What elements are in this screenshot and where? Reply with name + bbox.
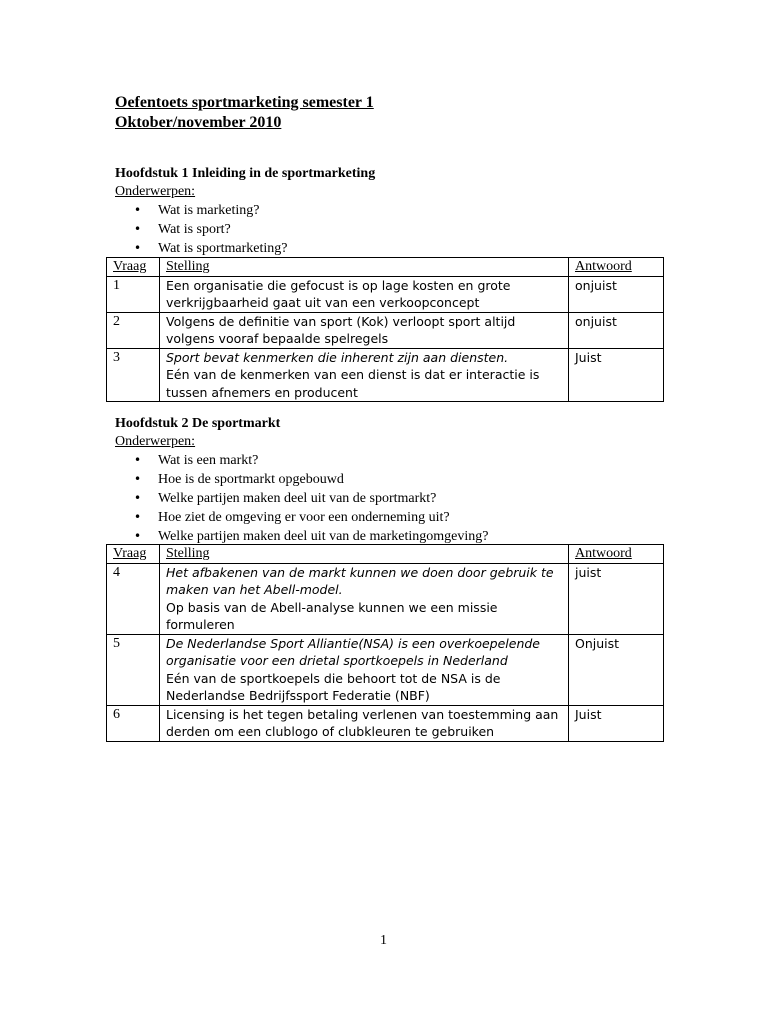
- statement-line: volgens vooraf bepaalde spelregels: [166, 331, 389, 346]
- topic-item: • Hoe is de sportmarkt opgebouwd: [115, 470, 488, 489]
- answer: onjuist: [569, 312, 664, 348]
- section-1-question-table: [106, 257, 664, 402]
- question-number: 6: [107, 705, 160, 741]
- section-2-heading: Hoofdstuk 2 De sportmarkt: [115, 416, 281, 431]
- column-header-antwoord: Antwoord: [569, 258, 664, 277]
- statement-line: Op basis van de Abell-analyse kunnen we een missie formuleren: [166, 599, 498, 632]
- question-number: 4: [107, 563, 160, 634]
- answer: juist: [569, 563, 664, 634]
- section-1-topic-list: [115, 201, 288, 258]
- section-1-heading: Hoofdstuk 1 Inleiding in de sportmarketing: [115, 166, 376, 181]
- section-2-subjects-label: Onderwerpen:: [115, 434, 196, 449]
- column-header-vraag: Vraag: [107, 545, 160, 564]
- statement-line: verkrijgbaarheid gaat uit van een verkoopconcept: [166, 295, 480, 310]
- table-row: [107, 705, 664, 741]
- topic-item: • Wat is sport?: [115, 220, 288, 239]
- table-row: [107, 312, 664, 348]
- table-row: [107, 276, 664, 312]
- section-1-subjects-label: Onderwerpen:: [115, 184, 196, 199]
- question-number: 1: [107, 276, 160, 312]
- column-header-stelling: Stelling: [160, 545, 569, 564]
- statement-line-italic: Sport bevat kenmerken die inherent zijn aan diensten.: [166, 349, 509, 365]
- statement-line: tussen afnemers en producent: [166, 384, 358, 400]
- question-number: 2: [107, 312, 160, 348]
- statement-line-italic: organisatie voor een drietal sportkoepels in Nederland: [166, 653, 508, 668]
- topic-item: • Welke partijen maken deel uit van de sportmarkt?: [115, 489, 488, 508]
- question-number: 5: [107, 634, 160, 705]
- column-header-vraag: Vraag: [107, 258, 160, 277]
- table-row: [107, 348, 664, 402]
- section-2-topic-list: [115, 451, 488, 546]
- question-number: 3: [107, 348, 160, 402]
- table-header-row: [107, 545, 664, 564]
- section-2-question-table: [106, 544, 664, 742]
- statement: [160, 634, 569, 705]
- answer: Onjuist: [569, 634, 664, 705]
- column-header-antwoord: Antwoord: [569, 545, 664, 564]
- answer: Juist: [569, 348, 664, 402]
- topic-item: • Wat is marketing?: [115, 201, 288, 220]
- topic-item: • Wat is sportmarketing?: [115, 239, 288, 258]
- statement-line: Volgens de definitie van sport (Kok) verloopt sport altijd: [166, 313, 516, 329]
- statement-line: Nederlandse Bedrijfssport Federatie (NBF): [166, 688, 430, 703]
- answer: Juist: [569, 705, 664, 741]
- statement-line: Een organisatie die gefocust is op lage kosten en grote: [166, 277, 511, 293]
- column-header-stelling: Stelling: [160, 258, 569, 277]
- table-header-row: [107, 258, 664, 277]
- statement: [160, 348, 569, 402]
- statement-line: derden om een clublogo of clubkleuren te gebruiken: [166, 724, 495, 739]
- statement-line-italic: Het afbakenen van de markt kunnen we doen door gebruik te: [166, 564, 554, 580]
- document-title: Oefentoets sportmarketing semester 1: [115, 94, 374, 111]
- statement: [160, 563, 569, 634]
- topic-item: • Welke partijen maken deel uit van de marketingomgeving?: [115, 527, 488, 546]
- page-number: 1: [380, 933, 387, 948]
- table-row: [107, 634, 664, 705]
- statement: [160, 312, 569, 348]
- statement-line: Licensing is het tegen betaling verlenen van toestemming aan: [166, 706, 559, 722]
- topic-item: • Wat is een markt?: [115, 451, 488, 470]
- topic-item: • Hoe ziet de omgeving er voor een onderneming uit?: [115, 508, 488, 527]
- answer: onjuist: [569, 276, 664, 312]
- statement-line: Eén van de sportkoepels die behoort tot de NSA is de: [166, 670, 501, 686]
- statement-line-italic: De Nederlandse Sport Alliantie(NSA) is een overkoepelende: [166, 635, 540, 651]
- statement: [160, 276, 569, 312]
- document-date: Oktober/november 2010: [115, 114, 282, 131]
- statement: [160, 705, 569, 741]
- statement-line: Eén van de kenmerken van een dienst is dat er interactie is: [166, 367, 540, 382]
- statement-line-italic: maken van het Abell-model.: [166, 582, 343, 597]
- table-row: [107, 563, 664, 634]
